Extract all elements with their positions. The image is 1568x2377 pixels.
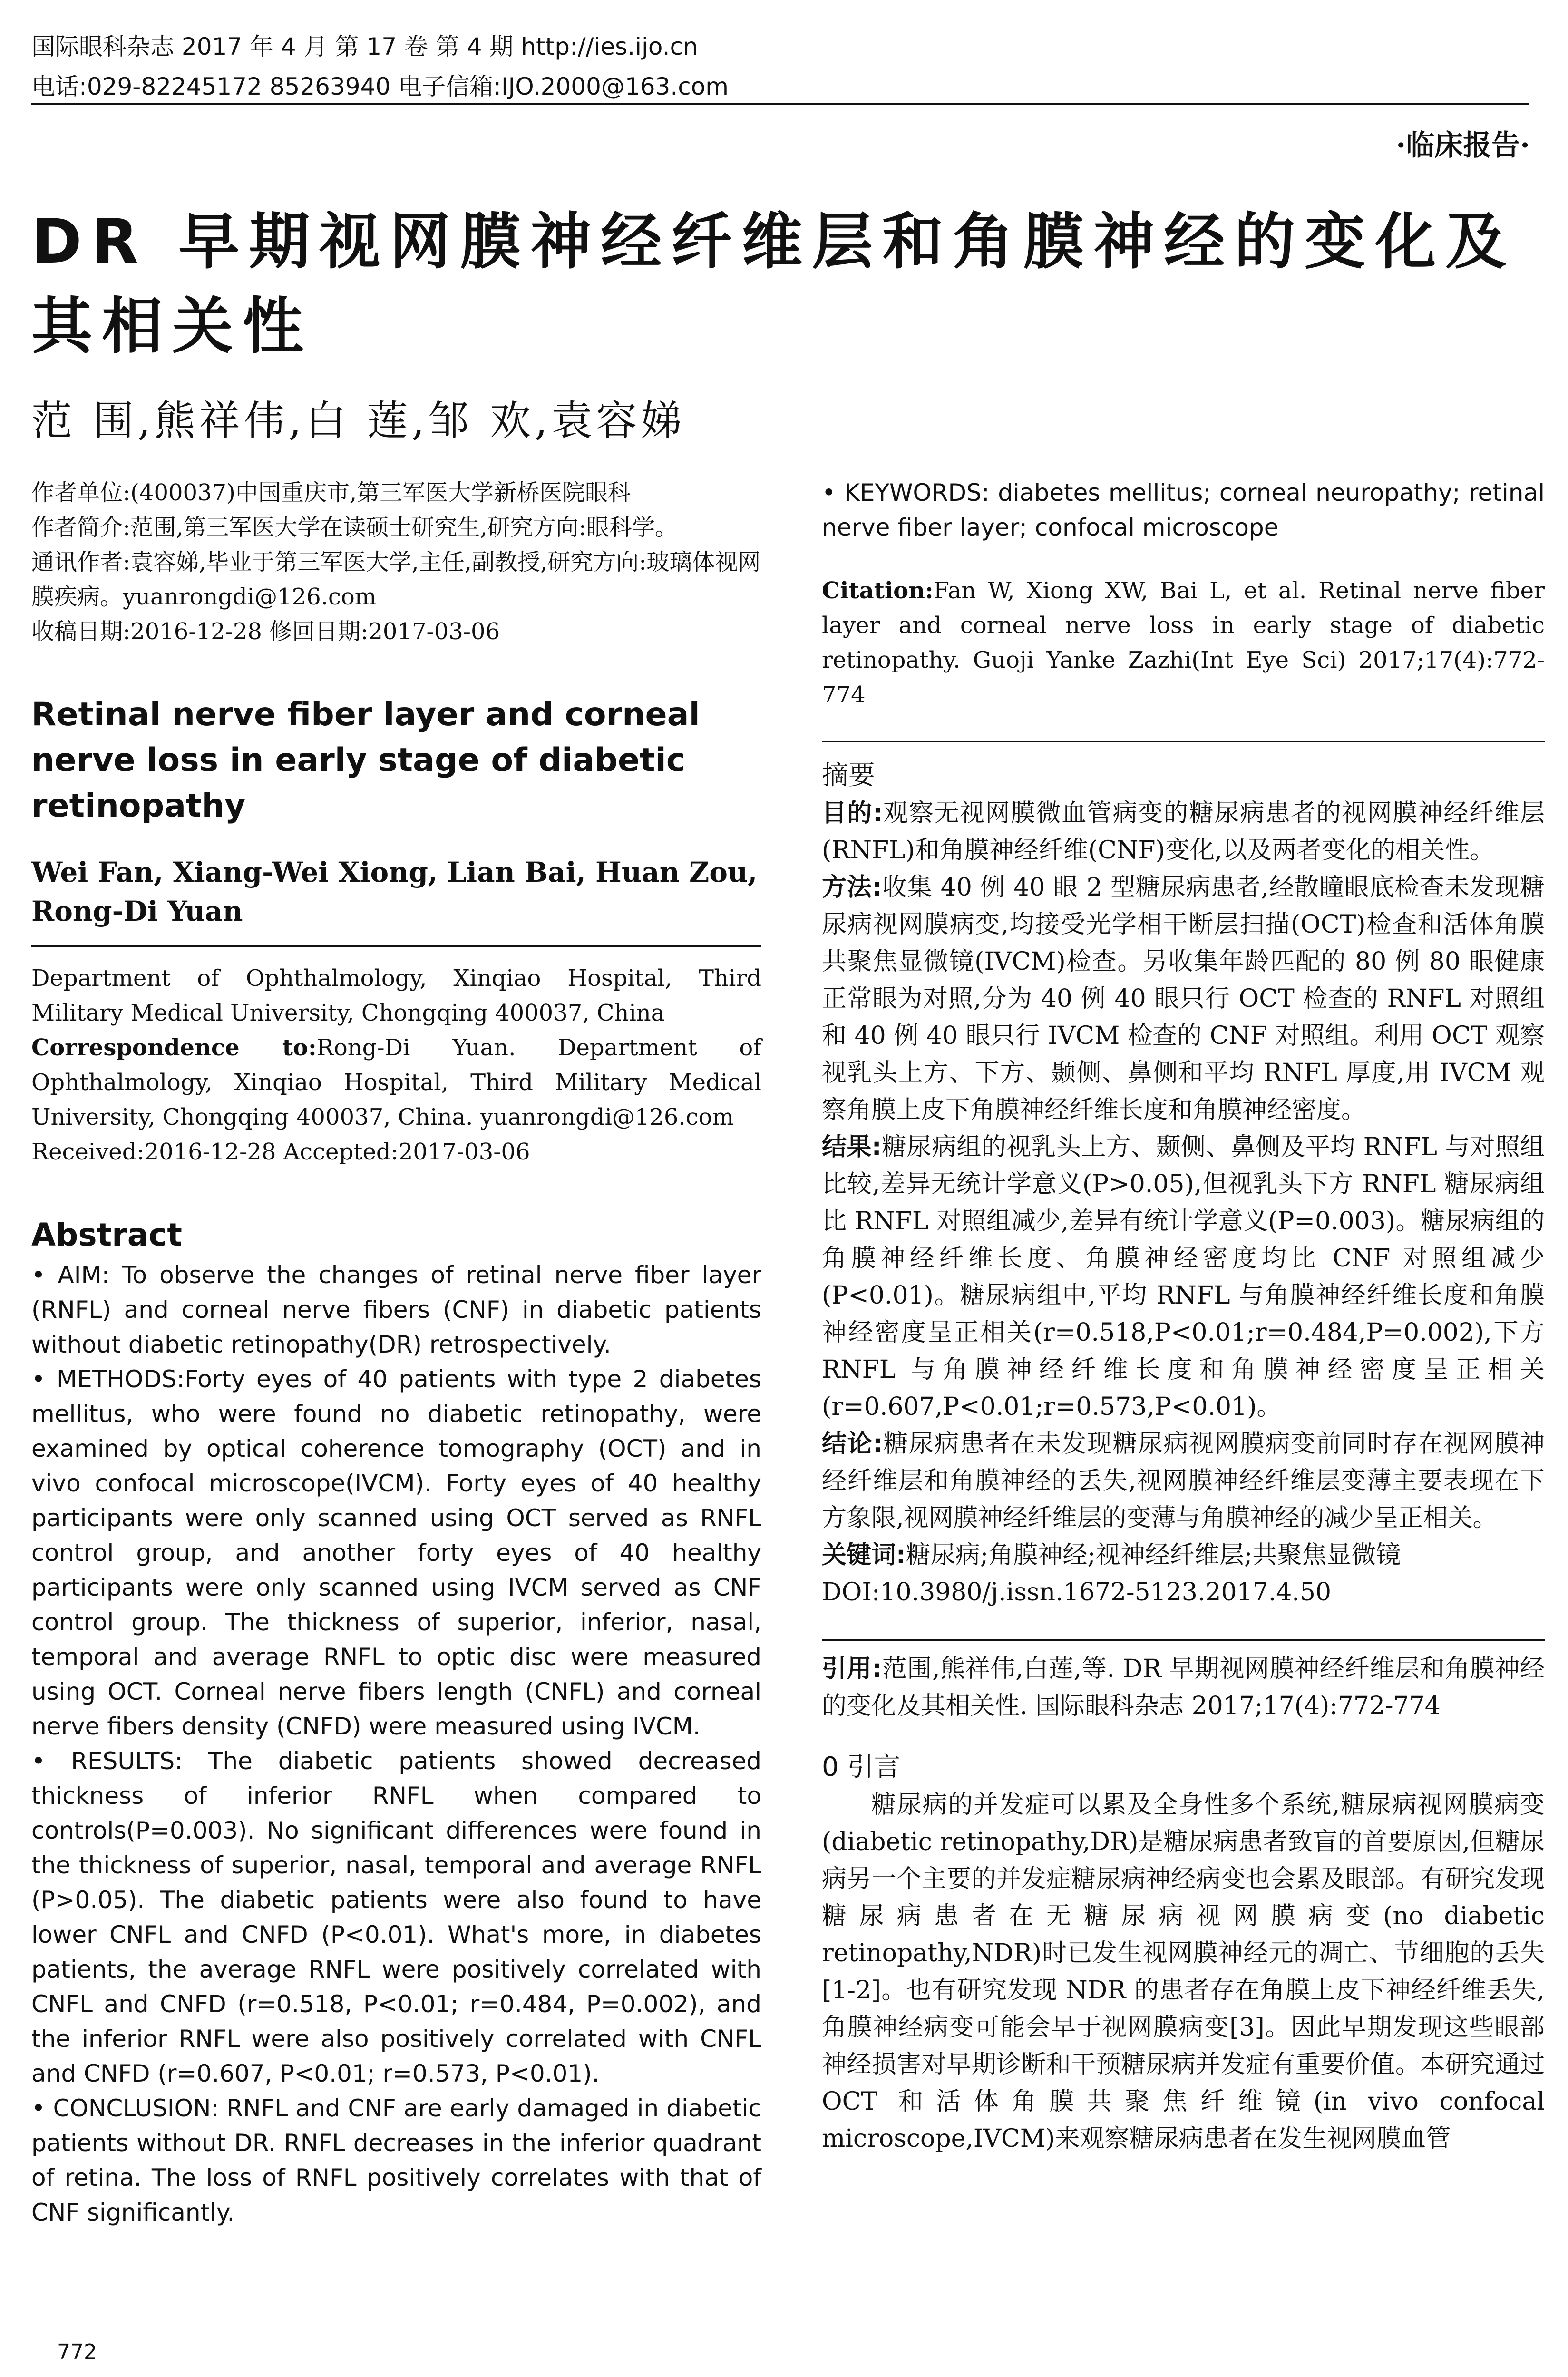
cn-results [822, 1129, 1545, 1425]
cn-methods-label: 方法: [822, 873, 882, 902]
cn-methods [822, 869, 1545, 1129]
cn-abstract-heading: 摘要 [822, 760, 875, 791]
cn-results-label: 结果: [822, 1133, 882, 1161]
aim-text: To observe the changes of retinal nerve fiber layer (RNFL) and corneal nerve fibers (CNF) in diabetic patients without diabetic retinopathy(DR) retrospectively. [31, 1261, 761, 1358]
keywords-english: • KEYWORDS: diabetes mellitus; corneal neuropathy; retinal nerve fiber layer; confocal microscope [822, 479, 1545, 541]
cn-aim [822, 795, 1545, 869]
citation [822, 574, 1545, 712]
cn-citation-text: 范围,熊祥伟,白莲,等. DR 早期视网膜神经纤维层和角膜神经的变化及其相关性. 国际眼科杂志 2017;17(4):772-774 [822, 1655, 1545, 1720]
author-unit: 作者单位:(400037)中国重庆市,第三军医大学新桥医院眼科 [31, 479, 631, 506]
right-column [822, 476, 1545, 2157]
section-tag: ·临床报告· [1396, 129, 1530, 162]
intro-heading: 0 引言 [822, 1752, 901, 1783]
cn-citation-label: 引用: [822, 1655, 882, 1683]
corresponding-author: 通讯作者:袁容娣,毕业于第三军医大学,主任,副教授,研究方向:玻璃体视网膜疾病。yuanrongdi@126.com [31, 549, 761, 610]
authors-chinese: 范 围,熊祥伟,白 莲,邹 欢,袁容娣 [31, 397, 686, 445]
author-bio: 作者简介:范围,第三军医大学在读硕士研究生,研究方向:眼科学。 [31, 514, 678, 541]
results-label: • RESULTS: [31, 1747, 183, 1775]
conclusion-text: RNFL and CNF are early damaged in diabetic patients without DR. RNFL decreases in the inferior quadrant of retina. The loss of RNFL positively correlates with that of CNF significantly. [31, 2094, 761, 2226]
left-column [31, 476, 761, 2230]
english-authors: Wei Fan, Xiang-Wei Xiong, Lian Bai, Huan Zou, Rong-Di Yuan [31, 856, 758, 927]
cn-citation [822, 1650, 1545, 1724]
cn-keywords [822, 1537, 1545, 1574]
methods-label: • METHODS: [31, 1365, 185, 1393]
cn-keywords-label: 关键词: [822, 1541, 906, 1569]
cn-methods-text: 收集 40 例 40 眼 2 型糖尿病患者,经散瞳眼底检查未发现糖尿病视网膜病变,均接受光学相干断层扫描(OCT)检查和活体角膜共聚焦显微镜(IVCM)检查。另收集年龄匹配的 80 例 80 眼健康正常眼为对照,分为 40 例 40 眼只行 OCT 检查的 RNFL 对照组和 40 例 40 眼只行 IVCM 检查的 CNF 对照组。利用 OCT 观察视乳头上方、下方、颞侧、鼻侧和平均 RNFL 厚度,用 IVCM 观察角膜上皮下角膜神经纤维长度和角膜神经密度。 [822, 873, 1545, 1124]
abstract-conclusion [31, 2091, 761, 2230]
page-number: 772 [57, 2340, 97, 2364]
aim-label: • AIM: [31, 1261, 110, 1289]
cn-aim-label: 目的: [822, 799, 883, 828]
cn-keywords-text: 糖尿病;角膜神经;视神经纤维层;共聚焦显微镜 [906, 1541, 1401, 1569]
results-text: The diabetic patients showed decreased thickness of inferior RNFL when compared to controls(P=0.003). No significant differences were found in the thickness of superior, nasal, temporal and average RNFL (P>0.05). The diabetic patients were also found to have lower CNFL and CNFD (P<0.01). What's more, in diabetes patients, the average RNFL were positively correlated with CNFL and CNFD (r=0.518, P<0.01; r=0.484, P=0.002), and the inferior RNFL were also positively correlated with CNFL and CNFD (r=0.607, P<0.01; r=0.573, P<0.01). [31, 1747, 761, 2087]
english-title: Retinal nerve fiber layer and corneal nerve loss in early stage of diabetic retinopathy [31, 696, 700, 825]
journal-header-line1: 国际眼科杂志 2017 年 4 月 第 17 卷 第 4 期 http://ies.ijo.cn [31, 33, 698, 60]
correspondence-label: Correspondence to: [31, 1034, 317, 1061]
citation-label: Citation: [822, 577, 934, 604]
correspondence [31, 1031, 761, 1135]
abstract-results [31, 1744, 761, 2091]
received-accepted: Received:2016-12-28 Accepted:2017-03-06 [31, 1139, 530, 1165]
cn-results-text: 糖尿病组的视乳头上方、颞侧、鼻侧及平均 RNFL 与对照组比较,差异无统计学意义(P>0.05),但视乳头下方 RNFL 糖尿病组比 RNFL 对照组减少,差异有统计学意义(P=0.003)。糖尿病组的角膜神经纤维长度、角膜神经密度均比 CNF 对照组减少(P<0.01)。糖尿病组中,平均 RNFL 与角膜神经纤维长度和角膜神经密度呈正相关(r=0.518,P<0.01;r=0.484,P=0.002),下方 RNFL 与角膜神经纤维长度和角膜神经密度呈正相关(r=0.607,P<0.01;r=0.573,P<0.01)。 [822, 1133, 1545, 1421]
abstract-aim [31, 1258, 761, 1362]
citation-text: Fan W, Xiong XW, Bai L, et al. Retinal nerve fiber layer and corneal nerve loss in early stage of diabetic retinopathy. Guoji Yanke Zazhi(Int Eye Sci) 2017;17(4):772-774 [822, 577, 1545, 708]
cn-conclusion-label: 结论: [822, 1430, 883, 1458]
conclusion-label: • CONCLUSION: [31, 2094, 219, 2122]
correspondence-text: Rong-Di Yuan. Department of Ophthalmology, Xinqiao Hospital, Third Military Medical University, Chongqing 400037, China. yuanrongdi@126.com [31, 1034, 762, 1130]
article-title: DR 早期视网膜神经纤维层和角膜神经的变化及其相关性 [31, 206, 1516, 362]
doi: DOI:10.3980/j.issn.1672-5123.2017.4.50 [822, 1578, 1332, 1607]
methods-text: Forty eyes of 40 patients with type 2 diabetes mellitus, who were found no diabetic retinopathy, were examined by optical coherence tomography (OCT) and in vivo confocal microscope(IVCM). Forty eyes of 40 healthy participants were only scanned using OCT served as RNFL control group, and another forty eyes of 40 healthy participants were only scanned using IVCM served as CNF control group. The thickness of superior, inferior, nasal, temporal and average RNFL to optic disc were measured using OCT. Corneal nerve fibers length (CNFL) and corneal nerve fibers density (CNFD) were measured using IVCM. [31, 1365, 761, 1740]
affiliation: Department of Ophthalmology, Xinqiao Hospital, Third Military Medical University, Chongqing 400037, China [31, 965, 761, 1026]
cn-conclusion-text: 糖尿病患者在未发现糖尿病视网膜病变前同时存在视网膜神经纤维层和角膜神经的丢失,视网膜神经纤维层变薄主要表现在下方象限,视网膜神经纤维层的变薄与角膜神经的减少呈正相关。 [822, 1430, 1545, 1532]
journal-header-line2: 电话:029-82245172 85263940 电子信箱:IJO.2000@163.com [31, 73, 729, 100]
abstract-methods [31, 1362, 761, 1744]
header-rule [31, 103, 1529, 105]
intro-text: 糖尿病的并发症可以累及全身性多个系统,糖尿病视网膜病变(diabetic retinopathy,DR)是糖尿病患者致盲的首要原因,但糖尿病另一个主要的并发症糖尿病神经病变也会累及眼部。有研究发现糖尿病患者在无糖尿病视网膜病变(no diabetic retinopathy,NDR)时已发生视网膜神经元的凋亡、节细胞的丢失[1-2]。也有研究发现 NDR 的患者存在角膜上皮下神经纤维丢失,角膜神经病变可能会早于视网膜病变[3]。因此早期发现这些眼部神经损害对早期诊断和干预糖尿病并发症有重要价值。本研究通过 OCT 和活体角膜共聚焦纤维镜(in vivo confocal microscope,IVCM)来观察糖尿病患者在发生视网膜血管 [822, 1791, 1545, 2153]
abstract-heading: Abstract [31, 1217, 182, 1253]
cn-conclusion [822, 1425, 1545, 1537]
received-dates-cn: 收稿日期:2016-12-28 修回日期:2017-03-06 [31, 618, 500, 645]
cn-aim-text: 观察无视网膜微血管病变的糖尿病患者的视网膜神经纤维层(RNFL)和角膜神经纤维(CNF)变化,以及两者变化的相关性。 [822, 799, 1545, 865]
